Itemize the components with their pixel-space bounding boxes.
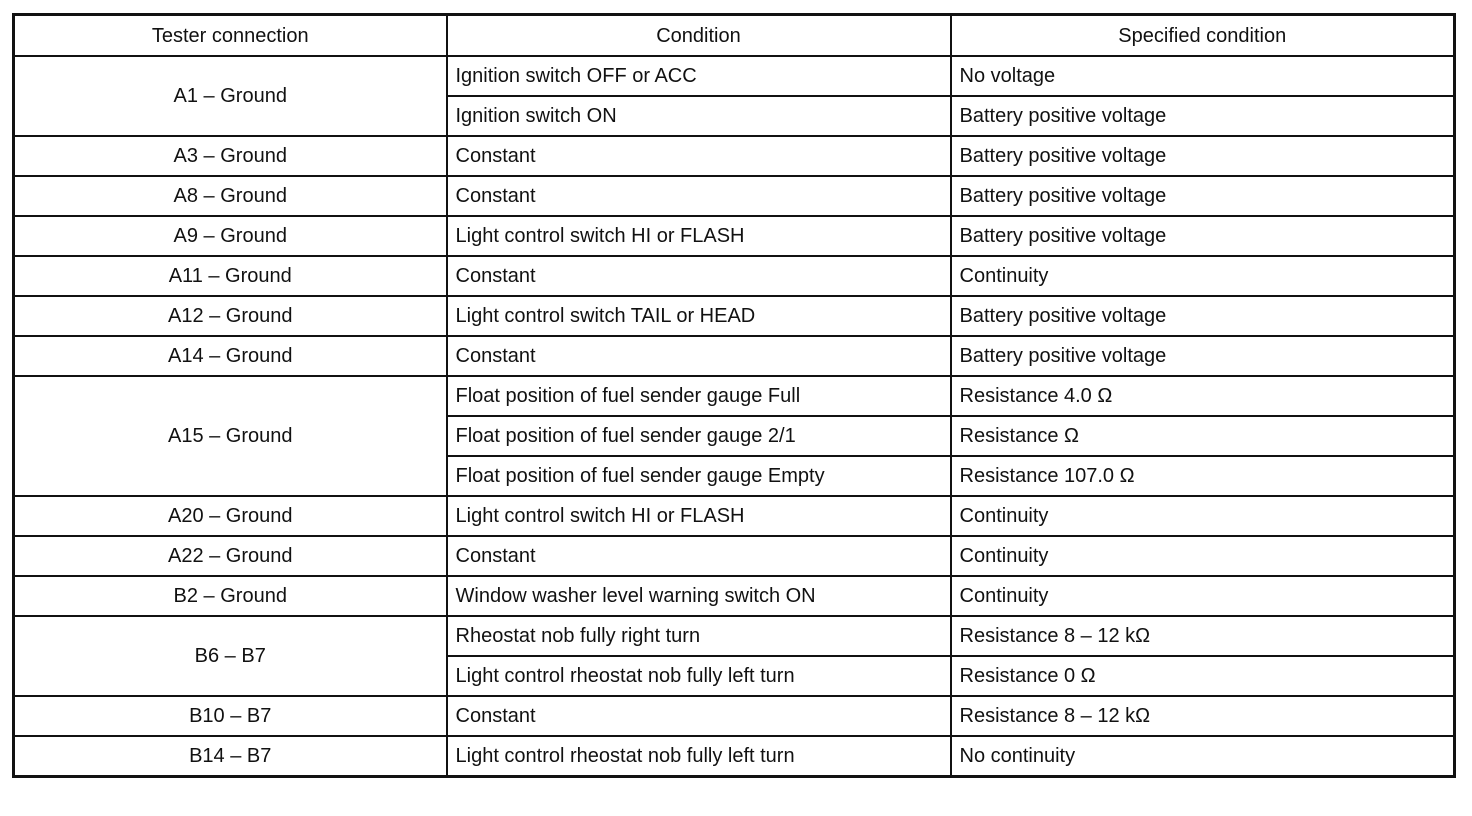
condition-cell: Light control rheostat nob fully left turn — [447, 656, 951, 696]
specified-condition-cell: Battery positive voltage — [951, 176, 1455, 216]
specified-condition-cell: Battery positive voltage — [951, 336, 1455, 376]
specified-condition-cell: Battery positive voltage — [951, 216, 1455, 256]
condition-cell: Float position of fuel sender gauge Empty — [447, 456, 951, 496]
condition-cell: Float position of fuel sender gauge 2/1 — [447, 416, 951, 456]
tester-connection-cell: A14 – Ground — [14, 336, 447, 376]
condition-cell: Light control rheostat nob fully left turn — [447, 736, 951, 777]
specified-condition-cell: Resistance 8 – 12 kΩ — [951, 616, 1455, 656]
condition-cell: Window washer level warning switch ON — [447, 576, 951, 616]
condition-cell: Constant — [447, 136, 951, 176]
table-row — [14, 336, 1455, 376]
table-row — [14, 256, 1455, 296]
condition-cell: Light control switch TAIL or HEAD — [447, 296, 951, 336]
specified-condition-cell: Resistance Ω — [951, 416, 1455, 456]
table-row — [14, 496, 1455, 536]
specified-condition-cell: Continuity — [951, 496, 1455, 536]
specified-condition-cell: Resistance 0 Ω — [951, 656, 1455, 696]
condition-cell: Constant — [447, 256, 951, 296]
condition-cell: Constant — [447, 176, 951, 216]
table-row — [14, 176, 1455, 216]
specified-condition-cell: Battery positive voltage — [951, 136, 1455, 176]
table-body — [14, 56, 1455, 777]
tester-connection-cell: A11 – Ground — [14, 256, 447, 296]
tester-connection-cell: A3 – Ground — [14, 136, 447, 176]
header-row — [14, 15, 1455, 57]
tester-connection-cell: A12 – Ground — [14, 296, 447, 336]
specified-condition-cell: Continuity — [951, 256, 1455, 296]
specified-condition-cell: Resistance 8 – 12 kΩ — [951, 696, 1455, 736]
specified-condition-cell: No voltage — [951, 56, 1455, 96]
table-row — [14, 696, 1455, 736]
table-row — [14, 376, 1455, 416]
condition-cell: Constant — [447, 536, 951, 576]
condition-cell: Ignition switch ON — [447, 96, 951, 136]
tester-connection-cell: B10 – B7 — [14, 696, 447, 736]
header-tester-connection: Tester connection — [14, 15, 447, 57]
tester-connection-cell: A9 – Ground — [14, 216, 447, 256]
tester-connection-cell: A1 – Ground — [14, 56, 447, 136]
tester-spec-table — [12, 13, 1456, 778]
table-row — [14, 56, 1455, 96]
specified-condition-cell: Resistance 4.0 Ω — [951, 376, 1455, 416]
condition-cell: Light control switch HI or FLASH — [447, 496, 951, 536]
table-row — [14, 616, 1455, 656]
specified-condition-cell: Battery positive voltage — [951, 296, 1455, 336]
tester-connection-cell: A22 – Ground — [14, 536, 447, 576]
tester-connection-cell: A8 – Ground — [14, 176, 447, 216]
specified-condition-cell: Continuity — [951, 536, 1455, 576]
tester-connection-cell: B2 – Ground — [14, 576, 447, 616]
tester-connection-cell: B14 – B7 — [14, 736, 447, 777]
specified-condition-cell: Resistance 107.0 Ω — [951, 456, 1455, 496]
specified-condition-cell: No continuity — [951, 736, 1455, 777]
header-specified-condition: Specified condition — [951, 15, 1455, 57]
table-row — [14, 576, 1455, 616]
tester-connection-cell: A20 – Ground — [14, 496, 447, 536]
table-header — [14, 15, 1455, 57]
header-condition: Condition — [447, 15, 951, 57]
table-row — [14, 216, 1455, 256]
table-row — [14, 536, 1455, 576]
table-row — [14, 736, 1455, 777]
tester-connection-cell: B6 – B7 — [14, 616, 447, 696]
condition-cell: Constant — [447, 336, 951, 376]
condition-cell: Constant — [447, 696, 951, 736]
specified-condition-cell: Battery positive voltage — [951, 96, 1455, 136]
condition-cell: Float position of fuel sender gauge Full — [447, 376, 951, 416]
tester-connection-cell: A15 – Ground — [14, 376, 447, 496]
table-row — [14, 136, 1455, 176]
condition-cell: Ignition switch OFF or ACC — [447, 56, 951, 96]
condition-cell: Rheostat nob fully right turn — [447, 616, 951, 656]
condition-cell: Light control switch HI or FLASH — [447, 216, 951, 256]
specified-condition-cell: Continuity — [951, 576, 1455, 616]
table-row — [14, 296, 1455, 336]
